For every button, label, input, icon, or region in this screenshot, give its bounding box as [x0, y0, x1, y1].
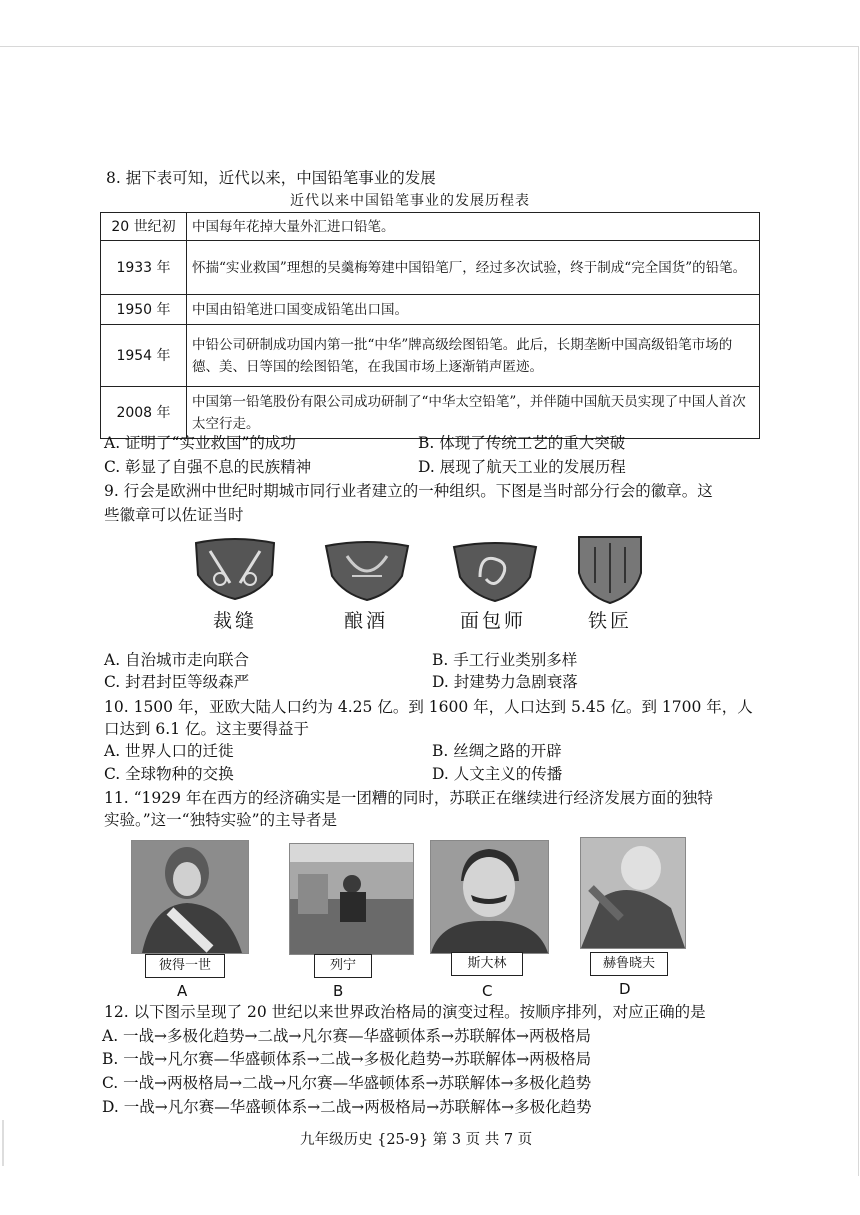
photo-label-b: 列宁	[314, 954, 372, 978]
q9-option-b[interactable]: B. 手工行业类别多样	[432, 651, 578, 669]
q10-option-c[interactable]: C. 全球物种的交换	[104, 765, 234, 783]
q12-stem: 12. 以下图示呈现了 20 世纪以来世界政治格局的演变过程。按顺序排列，对应正确的是	[104, 1003, 706, 1021]
option-letter-d[interactable]: D	[619, 980, 631, 998]
brewer-badge-icon	[322, 536, 412, 602]
baker-badge-icon	[450, 537, 540, 603]
q11-stem-line1: 11. “1929 年在西方的经济确实是一团糟的同时，苏联正在继续进行经济发展方面的独特	[104, 789, 713, 807]
q8-option-b[interactable]: B. 体现了传统工艺的重大突破	[418, 434, 626, 452]
table-row	[101, 325, 760, 387]
q12-option-c[interactable]: C. 一战→两极格局→二战→凡尔赛—华盛顿体系→苏联解体→多极化趋势	[102, 1074, 592, 1092]
badge-label-brewer: 酿酒	[344, 610, 389, 632]
table-cell-year: 1954 年	[101, 325, 187, 387]
badge-label-baker: 面包师	[460, 610, 527, 632]
table-cell-year: 2008 年	[101, 387, 187, 439]
option-letter-b[interactable]: B	[333, 982, 344, 1000]
q8-option-c[interactable]: C. 彰显了自强不息的民族精神	[104, 458, 312, 476]
page-footer: 九年级历史 {25-9} 第 3 页 共 7 页	[300, 1132, 533, 1148]
q8-table-title: 近代以来中国铅笔事业的发展历程表	[290, 193, 530, 209]
q11-stem-line2: 实验。”这一“独特实验”的主导者是	[104, 811, 338, 829]
option-letter-c[interactable]: C	[482, 982, 493, 1000]
table-cell-text: 中国每年花掉大量外汇进口铅笔。	[187, 213, 760, 241]
table-cell-year: 20 世纪初	[101, 213, 187, 241]
q8-stem: 8. 据下表可知，近代以来，中国铅笔事业的发展	[106, 169, 436, 187]
badge-label-tailor: 裁缝	[213, 610, 258, 632]
q12-option-d[interactable]: D. 一战→凡尔赛—华盛顿体系→二战→两极格局→苏联解体→多极化趋势	[102, 1098, 592, 1116]
q8-history-table	[100, 212, 760, 439]
q10-option-a[interactable]: A. 世界人口的迁徙	[104, 742, 234, 760]
table-row	[101, 295, 760, 325]
table-row	[101, 213, 760, 241]
q9-stem-line2: 些徽章可以佐证当时	[104, 506, 244, 524]
blacksmith-badge-icon	[575, 533, 645, 605]
table-cell-text: 中国由铅笔进口国变成铅笔出口国。	[187, 295, 760, 325]
portrait-peter-image	[131, 840, 249, 954]
table-cell-year: 1950 年	[101, 295, 187, 325]
table-cell-year: 1933 年	[101, 241, 187, 295]
q12-option-b[interactable]: B. 一战→凡尔赛—华盛顿体系→二战→多极化趋势→苏联解体→两极格局	[102, 1050, 592, 1068]
table-cell-text: 怀揣“实业救国”理想的吴羹梅筹建中国铅笔厂，经过多次试验，终于制成“完全国货”的铅笔。	[187, 241, 760, 295]
q9-option-d[interactable]: D. 封建势力急剧衰落	[432, 673, 578, 691]
photo-label-c: 斯大林	[451, 952, 523, 976]
option-letter-a[interactable]: A	[177, 982, 188, 1000]
q10-option-b[interactable]: B. 丝绸之路的开辟	[432, 742, 562, 760]
table-row	[101, 387, 760, 439]
q9-option-a[interactable]: A. 自治城市走向联合	[104, 651, 250, 669]
q12-option-a[interactable]: A. 一战→多极化趋势→二战→凡尔赛—华盛顿体系→苏联解体→两极格局	[102, 1027, 591, 1045]
q9-stem-line1: 9. 行会是欧洲中世纪时期城市同行业者建立的一种组织。下图是当时部分行会的徽章。这	[104, 482, 713, 500]
q10-stem-line1: 10. 1500 年，亚欧大陆人口约为 4.25 亿。到 1600 年，人口达到 5.45 亿。到 1700 年，人	[104, 698, 753, 716]
portrait-stalin-image	[430, 840, 549, 954]
scan-mark	[2, 1120, 4, 1166]
photo-khrushchev-image	[580, 837, 686, 949]
table-cell-text: 中铅公司研制成功国内第一批“中华”牌高级绘图铅笔。此后，长期垄断中国高级铅笔市场的德、美、日等国的绘图铅笔，在我国市场上逐渐销声匿迹。	[187, 325, 760, 387]
photo-label-d: 赫鲁晓夫	[590, 952, 668, 976]
tailor-badge-icon	[190, 535, 280, 601]
table-row	[101, 241, 760, 295]
photo-label-a: 彼得一世	[145, 954, 225, 978]
table-cell-text: 中国第一铅笔股份有限公司成功研制了“中华太空铅笔”，并伴随中国航天员实现了中国人首次太空行走。	[187, 387, 760, 439]
q8-option-d[interactable]: D. 展现了航天工业的发展历程	[418, 458, 626, 476]
photo-lenin-image	[289, 843, 414, 955]
q10-stem-line2: 口达到 6.1 亿。这主要得益于	[104, 720, 310, 738]
badge-label-blacksmith: 铁匠	[588, 610, 633, 632]
q8-option-a[interactable]: A. 证明了“实业救国”的成功	[104, 434, 296, 452]
q9-option-c[interactable]: C. 封君封臣等级森严	[104, 673, 250, 691]
q10-option-d[interactable]: D. 人文主义的传播	[432, 765, 563, 783]
